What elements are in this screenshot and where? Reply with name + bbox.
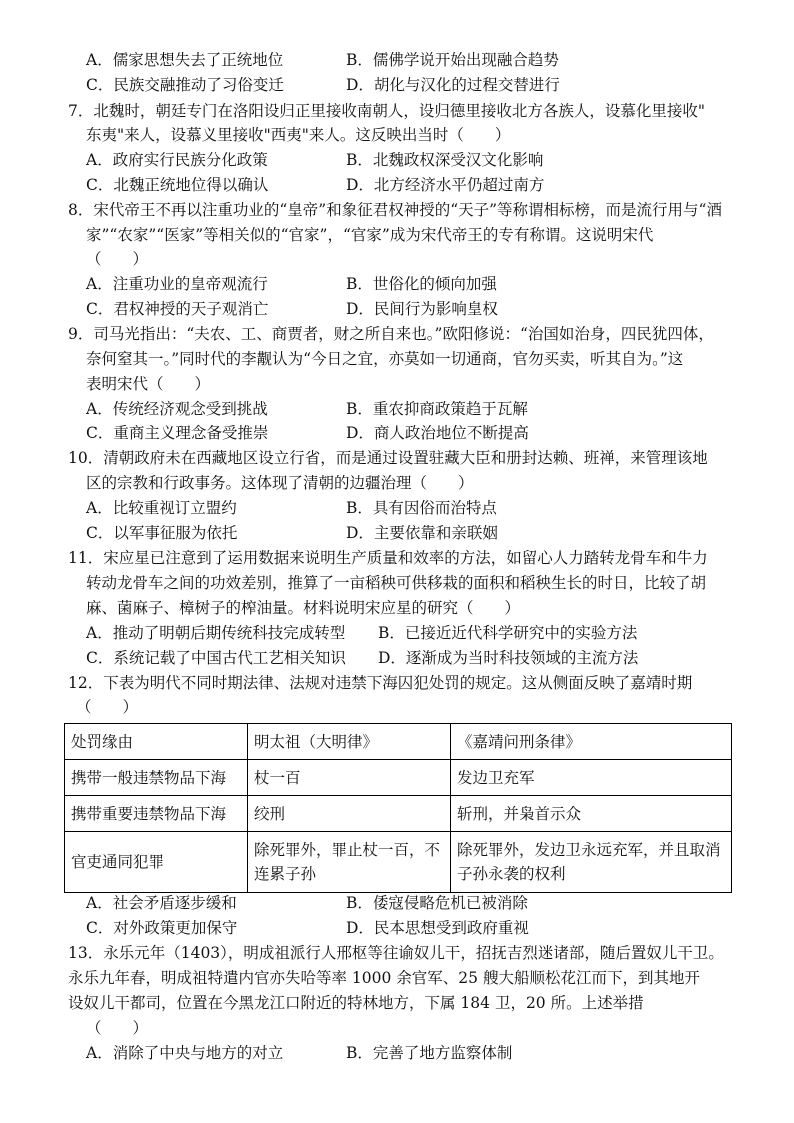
q10-option-b: B．具有因俗而治特点: [346, 499, 497, 517]
q12-option-b: B．倭寇侵略危机已被消除: [346, 894, 528, 912]
q8-stem-line-3: （ ）: [86, 250, 149, 268]
q12-stem-line-2: （ ）: [76, 698, 139, 716]
q8-stem-line-1: 8．宋代帝王不再以注重功业的“皇帝”和象征君权神授的“天子”等称谓相标榜，而是流行用与“酒: [68, 201, 722, 219]
q9-stem-line-2: 奈何窒其一。”同时代的李觏认为“今日之宜，亦莫如一切通商，官勿买卖，听其自为。”这: [86, 350, 684, 368]
q6-option-c: C．民族交融推动了习俗变迁: [86, 76, 284, 94]
q8-option-c: C．君权神授的天子观消亡: [86, 300, 269, 318]
q13-stem-line-4: （ ）: [86, 1019, 149, 1037]
table-cell: 携带重要违禁物品下海: [65, 796, 248, 832]
q6-option-a: A．儒家思想失去了正统地位: [86, 51, 284, 69]
q13-stem-line-2: 永乐九年春，明成祖特遣内官亦失哈等率 1000 余官军、25 艘大船顺松花江而下，到其地开: [68, 969, 700, 987]
table-cell: 除死罪外，罪止杖一百，不连累子孙: [248, 832, 451, 893]
q10-stem-line-2: 区的宗教和行政事务。这体现了清朝的边疆治理（ ）: [86, 474, 474, 492]
q11-option-b: B．已接近近代科学研究中的实验方法: [378, 624, 638, 642]
q7-option-c: C．北魏正统地位得以确认: [86, 176, 269, 194]
q9-option-c: C．重商主义理念备受推崇: [86, 424, 269, 442]
q8-stem-line-2: 家”“农家”“医家”等相关似的“官家”，“官家”成为宋代帝王的专有称谓。这说明宋代: [86, 226, 654, 244]
q10-option-d: D．主要依靠和亲联姻: [346, 524, 498, 542]
q13-stem-line-3: 设奴儿干都司，位置在今黑龙江口附近的特林地方，下属 184 卫，20 所。上述举措: [68, 994, 644, 1012]
q9-stem-line-3: 表明宋代（ ）: [86, 375, 211, 393]
q7-stem-line-1: 7．北魏时，朝廷专门在洛阳设归正里接收南朝人，设归德里接收北方各族人，设慕化里接收": [68, 102, 705, 120]
table-row: [65, 832, 732, 893]
q12-stem-line-1: 12．下表为明代不同时期法律、法规对违禁下海囚犯处罚的规定。这从侧面反映了嘉靖时期: [68, 674, 693, 692]
table-header-row: [65, 724, 732, 760]
q6-option-b: B．儒佛学说开始出现融合趋势: [346, 51, 559, 69]
q12-option-c: C．对外政策更加保守: [86, 919, 238, 937]
table-row: [65, 796, 732, 832]
table-cell: 除死罪外，发边卫永远充军，并且取消子孙永袭的权利: [451, 832, 732, 893]
table-cell: 绞刑: [248, 796, 451, 832]
q9-option-a: A．传统经济观念受到挑战: [86, 400, 268, 418]
q6-option-d: D．胡化与汉化的过程交替进行: [346, 76, 560, 94]
q7-option-d: D．北方经济水平仍超过南方: [346, 176, 545, 194]
q9-stem-line-1: 9．司马光指出：“夫农、工、商贾者，财之所自来也。”欧阳修说：“治国如治身，四民犹四体，: [68, 325, 714, 343]
q13-option-b: B．完善了地方监察体制: [346, 1044, 513, 1062]
q7-option-b: B．北魏政权深受汉文化影响: [346, 151, 544, 169]
penalty-table: [64, 723, 732, 893]
q7-stem-line-2: 东夷"来人，设慕义里接收"西夷"来人。这反映出当时（ ）: [86, 126, 511, 144]
q11-option-a: A．推动了明朝后期传统科技完成转型: [86, 624, 346, 642]
table-cell: 官吏通同犯罪: [65, 832, 248, 893]
q11-option-c: C．系统记载了中国古代工艺相关知识: [86, 649, 346, 667]
q9-option-b: B．重农抑商政策趋于瓦解: [346, 400, 528, 418]
table-row: [65, 760, 732, 796]
q8-option-b: B．世俗化的倾向加强: [346, 275, 497, 293]
q11-stem-line-1: 11．宋应星已注意到了运用数据来说明生产质量和效率的方法，如留心人力踏转龙骨车和牛力: [68, 549, 708, 567]
q10-stem-line-1: 10．清朝政府未在西藏地区设立行省，而是通过设置驻藏大臣和册封达赖、班禅，来管理该地: [68, 449, 708, 467]
table-cell: 斩刑，并枭首示众: [451, 796, 732, 832]
q11-stem-line-3: 麻、菌麻子、樟树子的榨油量。材料说明宋应星的研究（ ）: [86, 599, 521, 617]
table-cell: 发边卫充军: [451, 760, 732, 796]
q13-option-a: A．消除了中央与地方的对立: [86, 1044, 284, 1062]
q12-option-d: D．民本思想受到政府重视: [346, 919, 529, 937]
q11-option-d: D．逐渐成为当时科技领域的主流方法: [378, 649, 639, 667]
q9-option-d: D．商人政治地位不断提高: [346, 424, 529, 442]
q13-stem-line-1: 13．永乐元年（1403），明成祖派行人邢枢等往谕奴儿干，招抚吉烈迷诸部，随后置奴儿干卫。: [68, 944, 724, 962]
table-header-cell: 处罚缘由: [65, 724, 248, 760]
table-header-cell: 明太祖（大明律》: [248, 724, 451, 760]
q10-option-c: C．以军事征服为依托: [86, 524, 238, 542]
q8-option-d: D．民间行为影响皇权: [346, 300, 498, 318]
q10-option-a: A．比较重视订立盟约: [86, 499, 237, 517]
q11-stem-line-2: 转动龙骨车之间的功效差别，推算了一亩稻秧可供移栽的面积和稻秧生长的时日，比较了胡: [86, 574, 707, 592]
table-header-cell: 《嘉靖问刑条律》: [451, 724, 732, 760]
table-cell: 携带一般违禁物品下海: [65, 760, 248, 796]
q12-option-a: A．社会矛盾逐步缓和: [86, 894, 237, 912]
q7-option-a: A．政府实行民族分化政策: [86, 151, 268, 169]
table-cell: 杖一百: [248, 760, 451, 796]
q8-option-a: A．注重功业的皇帝观流行: [86, 275, 268, 293]
